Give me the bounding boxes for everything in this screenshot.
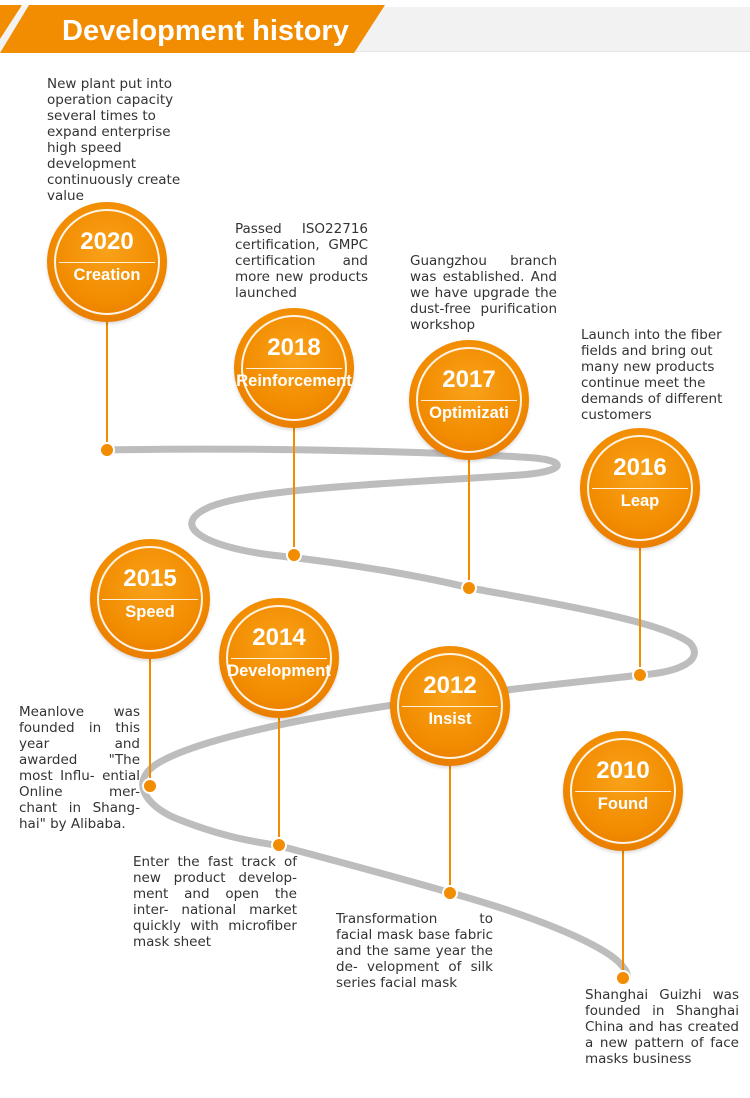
- milestone-circle-2020: [47, 202, 167, 322]
- milestone-title: Creation: [73, 266, 141, 284]
- milestone-divider: [102, 599, 198, 600]
- milestone-year: 2018: [267, 334, 321, 361]
- milestone-divider: [402, 706, 498, 707]
- timeline-dot-2020: [100, 443, 114, 457]
- event-2014-description: Enter the fast track of new product develop- ment and open the inter- national market quickly with microfiber mask sheet: [133, 854, 297, 950]
- event-2017-description: Guangzhou branch was established. And we have upgrade the dust-free purification workshop: [410, 253, 557, 333]
- milestone-divider: [59, 262, 155, 263]
- milestone-circle-2010: [563, 731, 683, 851]
- milestone-circle-2014: [219, 598, 339, 718]
- milestone-circle-2015: [90, 539, 210, 659]
- timeline-dot-2018: [287, 548, 301, 562]
- timeline-dot-2014: [272, 838, 286, 852]
- event-2015-description: Meanlove was founded in this year and awarded "The most Influ- ential Online mer- chant in Shang- hai" by Alibaba.: [19, 704, 140, 832]
- event-2012-description: Transformation to facial mask base fabric and the same year the de- velopment of silk series facial mask: [336, 911, 493, 991]
- event-2016-description: Launch into the fiber fields and bring out many new products continue meet the demands of different customers: [581, 327, 723, 423]
- milestone-year: 2012: [423, 672, 477, 699]
- milestone-circle-2012: [390, 646, 510, 766]
- timeline-dot-2010: [616, 971, 630, 985]
- event-2020-description: New plant put into operation capacity several times to expand enterprise high speed development continuously create value: [47, 76, 181, 204]
- milestone-year: 2020: [80, 228, 134, 255]
- milestone-circle-2018: [234, 308, 354, 428]
- milestone-divider: [246, 368, 342, 369]
- milestone-year: 2017: [442, 366, 496, 393]
- milestone-year: 2014: [252, 624, 306, 651]
- milestone-divider: [592, 488, 688, 489]
- milestone-circle-2016: [580, 428, 700, 548]
- milestone-title: Speed: [125, 603, 175, 621]
- milestone-year: 2016: [613, 454, 667, 481]
- timeline-dot-2015: [143, 779, 157, 793]
- page-title: Development history: [62, 15, 349, 47]
- event-2010-description: Shanghai Guizhi was founded in Shanghai China and has created a new pattern of face masks business: [585, 987, 739, 1067]
- event-2018-description: Passed ISO22716 certification, GMPC certification and more new products launched: [235, 221, 368, 301]
- milestone-divider: [575, 791, 671, 792]
- timeline-dot-2016: [633, 668, 647, 682]
- milestone-year: 2010: [596, 757, 650, 784]
- milestone-divider: [421, 400, 517, 401]
- timeline-dot-2012: [443, 886, 457, 900]
- milestone-year: 2015: [123, 565, 177, 592]
- milestone-title: Found: [597, 795, 649, 813]
- milestone-divider: [231, 658, 327, 659]
- milestone-circle-2017: [409, 340, 529, 460]
- milestone-title: Optimizati: [429, 404, 509, 422]
- milestone-title: Development: [227, 662, 331, 680]
- milestone-title: Leap: [620, 492, 660, 510]
- timeline-dot-2017: [462, 581, 476, 595]
- milestone-title: Reinforcement: [236, 372, 352, 390]
- milestone-title: Insist: [428, 710, 472, 728]
